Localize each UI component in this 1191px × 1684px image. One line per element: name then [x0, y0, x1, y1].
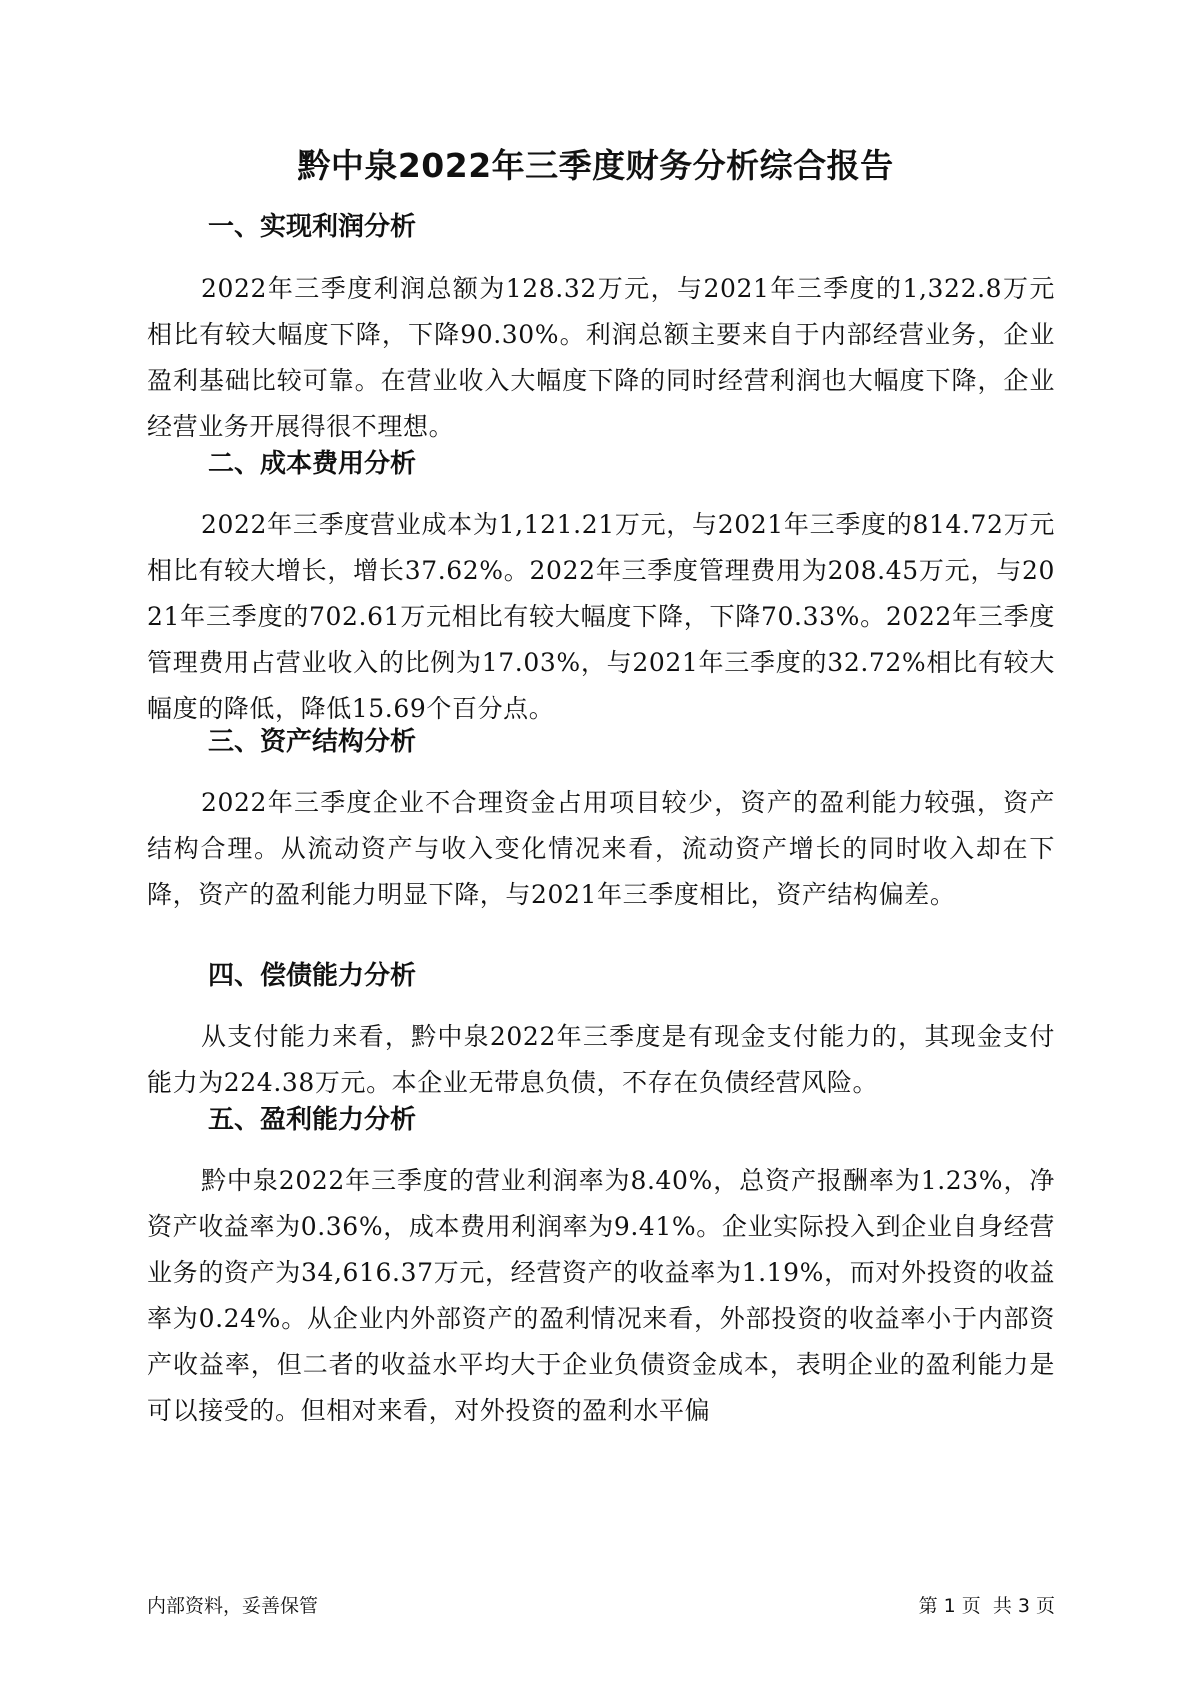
document-title: 黔中泉2022年三季度财务分析综合报告	[297, 146, 894, 185]
footer-page-indicator: 第 1 页 共 3 页	[918, 1595, 1055, 1617]
section-heading-solvency: 四、偿债能力分析	[208, 961, 417, 991]
footer-confidential-note: 内部资料，妥善保管	[147, 1595, 319, 1617]
section-paragraph-assets: 2022年三季度企业不合理资金占用项目较少，资产的盈利能力较强，资产结构合理。从流动资产与收入变化情况来看，流动资产增长的同时收入却在下降，资产的盈利能力明显下降，与2021年三季度相比，资产结构偏差。	[147, 788, 1055, 909]
section-paragraph-profitability: 黔中泉2022年三季度的营业利润率为8.40%，总资产报酬率为1.23%，净资产收益率为0.36%，成本费用利润率为9.41%。企业实际投入到企业自身经营业务的资产为34,616.37万元，经营资产的收益率为1.19%，而对外投资的收益率为0.24%。从企业内外部资产的盈利情况来看，外部投资的收益率小于内部资产收益率，但二者的收益水平均大于企业负债资金成本，表明企业的盈利能力是可以接受的。但相对来看，对外投资的盈利水平偏	[147, 1166, 1055, 1425]
section-paragraph-solvency: 从支付能力来看，黔中泉2022年三季度是有现金支付能力的，其现金支付能力为224.38万元。本企业无带息负债，不存在负债经营风险。	[147, 1022, 1055, 1097]
section-paragraph-cost: 2022年三季度营业成本为1,121.21万元，与2021年三季度的814.72万元相比有较大增长，增长37.62%。2022年三季度管理费用为208.45万元，与2021年三季度的702.61万元相比有较大幅度下降，下降70.33%。2022年三季度管理费用占营业收入的比例为17.03%，与2021年三季度的32.72%相比有较大幅度的降低，降低15.69个百分点。	[147, 510, 1055, 723]
section-heading-assets: 三、资产结构分析	[208, 727, 417, 757]
section-heading-cost: 二、成本费用分析	[208, 449, 417, 479]
section-paragraph-profit: 2022年三季度利润总额为128.32万元，与2021年三季度的1,322.8万元相比有较大幅度下降，下降90.30%。利润总额主要来自于内部经营业务，企业盈利基础比较可靠。在营业收入大幅度下降的同时经营利润也大幅度下降，企业经营业务开展得很不理想。	[147, 274, 1055, 441]
section-heading-profit: 一、实现利润分析	[208, 212, 417, 242]
section-heading-profitability: 五、盈利能力分析	[208, 1105, 417, 1135]
